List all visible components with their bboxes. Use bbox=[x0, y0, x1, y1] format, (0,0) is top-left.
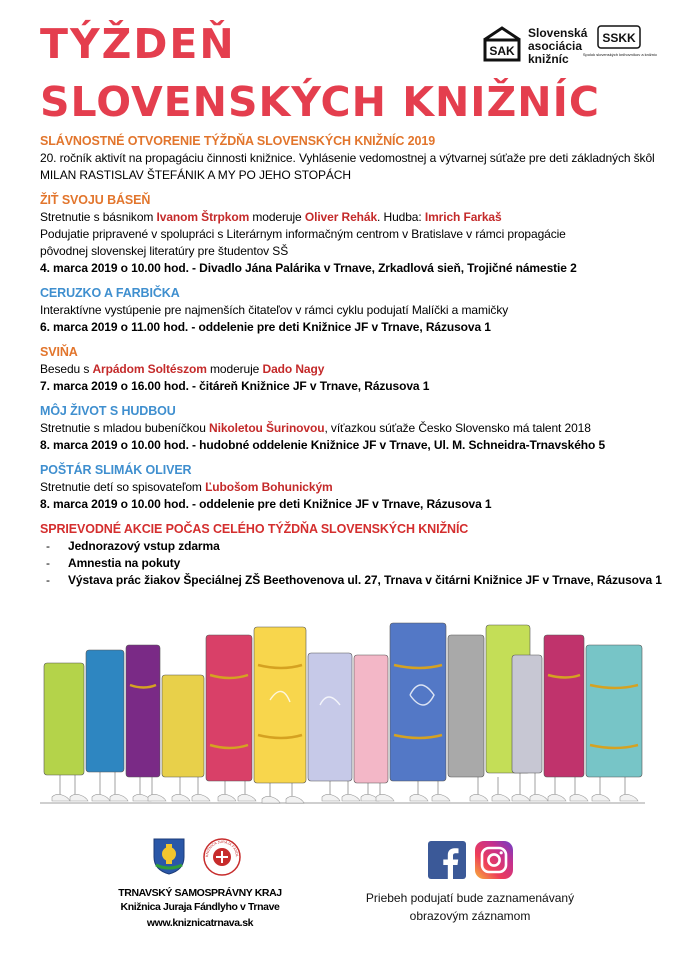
library-name: Knižnica Juraja Fándlyho v Trnave bbox=[120, 901, 280, 913]
section-opening bbox=[40, 133, 655, 184]
moderator-name: Dado Nagy bbox=[262, 362, 325, 376]
moderator-name: Oliver Rehák bbox=[304, 210, 378, 224]
program-content bbox=[40, 133, 662, 597]
recording-note-line-2: obrazovým záznamom bbox=[409, 909, 531, 923]
website-link[interactable]: www.kniznicatrnava.sk bbox=[146, 917, 254, 929]
list-item: - Amnestia na pokuty bbox=[46, 556, 181, 570]
sak-house-icon bbox=[482, 26, 522, 62]
section-heading: SPRIEVODNÉ AKCIE POČAS CELÉHO TÝŽDŇA SLOVENSKÝCH KNIŽNÍC bbox=[40, 522, 469, 536]
section-heading: SVIŇA bbox=[40, 345, 78, 359]
sskk-mark-text: SSKK bbox=[602, 31, 636, 45]
guest-name: Nikoletou Šurinovou bbox=[209, 421, 325, 435]
section-heading: ŽIŤ SVOJU BÁSEŇ bbox=[40, 193, 151, 207]
event-time-place: 8. marca 2019 o 10.00 hod. - hudobné oddelenie Knižnice JF v Trnave, Ul. M. Schneidra-Trnavského 5 bbox=[40, 438, 606, 452]
footer-organization bbox=[100, 835, 300, 945]
sak-logo bbox=[482, 26, 588, 68]
list-item: - Jednorazový vstup zdarma bbox=[46, 539, 220, 553]
guest-name: Arpádom Soltészom bbox=[92, 362, 207, 376]
region-crest-icon bbox=[152, 837, 186, 875]
sskk-caption: Spolok slovenských knihovníkov a knižníc bbox=[582, 52, 658, 57]
section-heading: CERUZKO A FARBIČKA bbox=[40, 286, 180, 300]
section-text: Podujatie pripravené v spolupráci s Literárnym informačným centrom v Bratislave v rámci propagácie pôvodnej slovenskej literatúry pre študentov SŠ bbox=[40, 227, 566, 258]
section-music bbox=[40, 403, 650, 454]
event-time-place: 4. marca 2019 o 10.00 hod. - Divadlo Jána Palárika v Trnave, Zrkadlová sieň, Trojičné námestie 2 bbox=[40, 261, 577, 275]
event-time-place: 7. marca 2019 o 16.00 hod. - čitáreň Knižnice JF v Trnave, Rázusova 1 bbox=[40, 379, 430, 393]
page-title-line-2: SLOVENSKÝCH KNIŽNÍC bbox=[40, 78, 600, 126]
recording-note bbox=[350, 889, 590, 925]
library-seal-icon bbox=[202, 837, 242, 877]
recording-note-line-1: Priebeh podujatí bude zaznamenávaný bbox=[365, 891, 575, 905]
section-ceruzko bbox=[40, 285, 650, 336]
page-title-line-1: TÝŽDEŇ bbox=[40, 20, 236, 68]
org-name: TRNAVSKÝ SAMOSPRÁVNY KRAJ bbox=[118, 887, 282, 899]
list-item: - Výstava prác žiakov Špeciálnej ZŠ Beethovenova ul. 27, Trnava v čitárni Knižnice JF v Trnave, Rázusova 1 bbox=[46, 573, 662, 587]
section-text: Interaktívne vystúpenie pre najmenších čitateľov v rámci cyklu podujatí Malíčki a mamičky bbox=[40, 303, 509, 317]
event-time-place: 8. marca 2019 o 10.00 hod. - oddelenie pre deti Knižnice JF v Trnave, Rázusova 1 bbox=[40, 497, 492, 511]
section-accompanying bbox=[40, 521, 662, 589]
section-intro: Stretnutie detí so spisovateľom Ľubošom Bohunickým bbox=[40, 480, 333, 494]
section-text: 20. ročník aktivít na propagáciu činnosti knižnice. Vyhlásenie vedomostnej a výtvarnej súťaže pre deti základných škôl bbox=[40, 151, 655, 165]
section-heading: SLÁVNOSTNÉ OTVORENIE TÝŽDŇA SLOVENSKÝCH KNIŽNÍC 2019 bbox=[40, 134, 436, 148]
sak-mark-text: SAK bbox=[489, 44, 515, 58]
books-illustration bbox=[30, 605, 655, 825]
instagram-icon[interactable] bbox=[475, 841, 513, 879]
section-poetry bbox=[40, 192, 650, 277]
sak-name-line-1: Slovenská bbox=[528, 26, 588, 40]
guest-name: Ivanom Štrpkom bbox=[156, 210, 250, 224]
section-text: MILAN RASTISLAV ŠTEFÁNIK A MY PO JEHO STOPÁCH bbox=[40, 168, 351, 182]
section-heading: POŠTÁR SLIMÁK OLIVER bbox=[40, 463, 192, 477]
event-time-place: 6. marca 2019 o 11.00 hod. - oddelenie pre deti Knižnice JF v Trnave, Rázusova 1 bbox=[40, 320, 491, 334]
sak-name-line-2: asociácia bbox=[528, 39, 583, 53]
section-intro: Besedu s Arpádom Soltészom moderuje Dado Nagy bbox=[40, 362, 325, 376]
sskk-logo bbox=[582, 24, 658, 68]
facebook-icon[interactable] bbox=[428, 841, 466, 879]
sak-name bbox=[528, 27, 587, 66]
section-heading: MÔJ ŽIVOT S HUDBOU bbox=[40, 404, 176, 418]
section-intro: Stretnutie s mladou bubeníčkou Nikoletou Šurinovou, víťazkou súťaže Česko Slovensko má talent 2018 bbox=[40, 421, 591, 435]
section-svina bbox=[40, 344, 650, 395]
section-postar bbox=[40, 462, 650, 513]
section-intro: Stretnutie s básnikom Ivanom Štrpkom moderuje Oliver Rehák. Hudba: Imrich Farkaš bbox=[40, 210, 502, 224]
musician-name: Imrich Farkaš bbox=[424, 210, 502, 224]
seal-text: KNIŽNICA JURAJA FÁNDL bbox=[204, 839, 240, 858]
sak-name-line-3: knižníc bbox=[528, 52, 569, 66]
guest-name: Ľubošom Bohunickým bbox=[205, 480, 333, 494]
